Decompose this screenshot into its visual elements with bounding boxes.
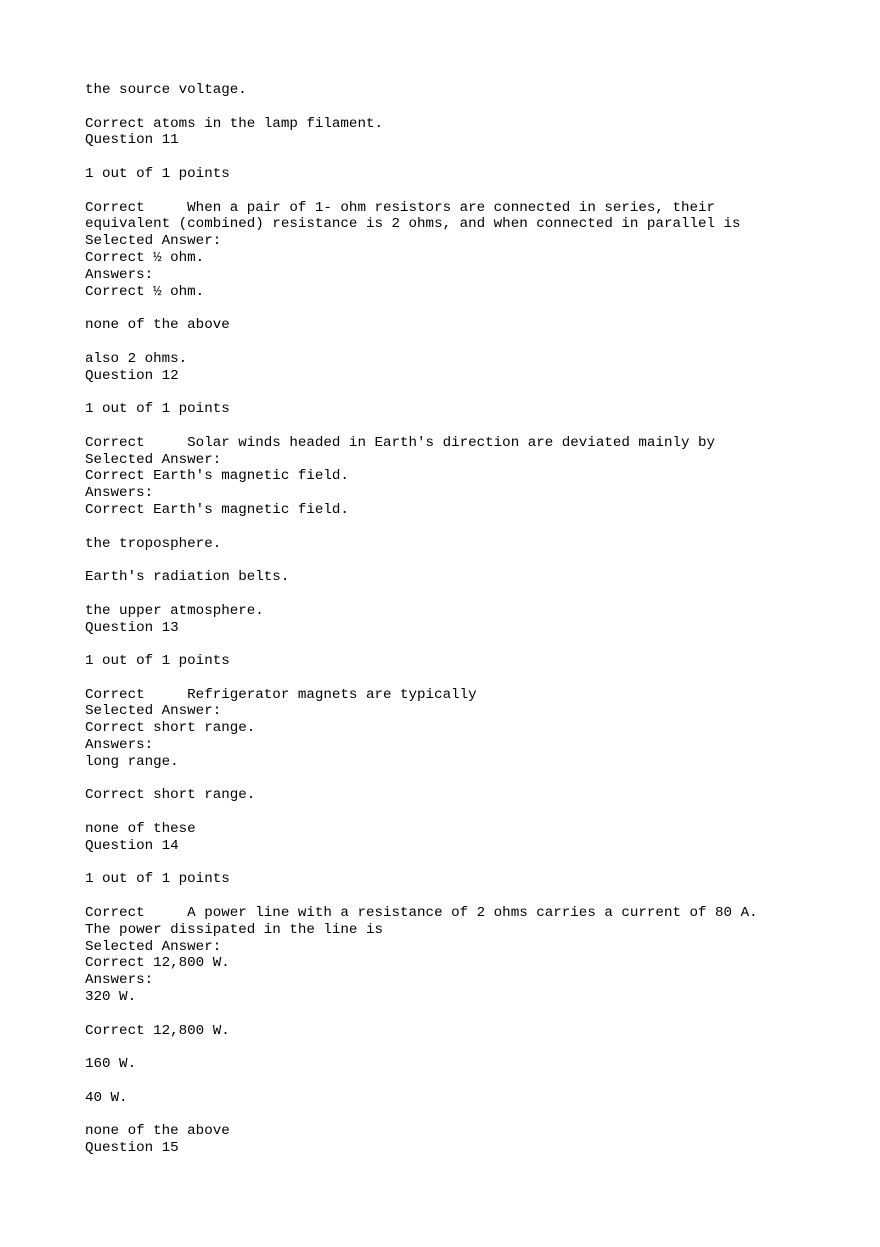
document-page (85, 82, 845, 1157)
spacer (85, 300, 845, 317)
selected-answer: Correct 12,800 W. (85, 955, 230, 972)
question-text: Correct A power line with a resistance of 2 ohms carries a current of 80 A. (85, 905, 758, 922)
question-text: Correct Refrigerator magnets are typically (85, 686, 477, 703)
spacer (85, 636, 845, 653)
selected-answer-label: Selected Answer: (85, 233, 222, 250)
answer-option-correct: Correct atoms in the lamp filament. (85, 115, 383, 132)
answer-option-correct: Correct short range. (85, 787, 256, 804)
answer-option: long range. (85, 753, 179, 770)
spacer (85, 183, 845, 200)
answer-option: the source voltage. (85, 82, 247, 98)
question-text: Correct When a pair of 1- ohm resistors are connected in series, their (85, 199, 716, 216)
spacer (85, 855, 845, 872)
question-text: equivalent (combined) resistance is 2 ohms, and when connected in parallel is (85, 216, 741, 233)
answer-option: none of the above (85, 1123, 230, 1140)
question-text: Correct Solar winds headed in Earth's direction are deviated mainly by (85, 434, 716, 451)
question-heading: Question 12 (85, 367, 179, 384)
answer-option: 320 W. (85, 989, 137, 1006)
answer-option: 160 W. (85, 1056, 137, 1073)
selected-answer: Correct short range. (85, 720, 256, 737)
question-heading: Question 14 (85, 837, 179, 854)
selected-answer-label: Selected Answer: (85, 938, 222, 955)
answer-option: none of the above (85, 317, 230, 334)
selected-answer-label: Selected Answer: (85, 703, 222, 720)
question-text: The power dissipated in the line is (85, 921, 383, 938)
spacer (85, 1073, 845, 1090)
spacer (85, 670, 845, 687)
spacer (85, 384, 845, 401)
selected-answer: Correct ½ ohm. (85, 249, 205, 266)
spacer (85, 586, 845, 603)
question-heading: Question 13 (85, 619, 179, 636)
spacer (85, 418, 845, 435)
answer-option-correct: Correct Earth's magnetic field. (85, 501, 349, 518)
question-heading: Question 15 (85, 1140, 179, 1157)
answers-label: Answers: (85, 266, 154, 283)
spacer (85, 804, 845, 821)
spacer (85, 1039, 845, 1056)
answer-option: also 2 ohms. (85, 350, 188, 367)
points-text: 1 out of 1 points (85, 871, 230, 888)
answer-option-correct: Correct ½ ohm. (85, 283, 205, 300)
spacer (85, 99, 845, 116)
answers-label: Answers: (85, 972, 154, 989)
spacer (85, 888, 845, 905)
spacer (85, 149, 845, 166)
answer-option: 40 W. (85, 1089, 128, 1106)
spacer (85, 771, 845, 788)
answer-option: none of these (85, 821, 196, 838)
answers-label: Answers: (85, 485, 154, 502)
question-heading: Question 11 (85, 132, 179, 149)
answer-option: the upper atmosphere. (85, 602, 264, 619)
points-text: 1 out of 1 points (85, 165, 230, 182)
spacer (85, 1107, 845, 1124)
spacer (85, 1006, 845, 1023)
points-text: 1 out of 1 points (85, 401, 230, 418)
spacer (85, 334, 845, 351)
selected-answer-label: Selected Answer: (85, 451, 222, 468)
spacer (85, 519, 845, 536)
answers-label: Answers: (85, 737, 154, 754)
answer-option: the troposphere. (85, 535, 222, 552)
points-text: 1 out of 1 points (85, 653, 230, 670)
selected-answer: Correct Earth's magnetic field. (85, 468, 349, 485)
answer-option: Earth's radiation belts. (85, 569, 290, 586)
answer-option-correct: Correct 12,800 W. (85, 1022, 230, 1039)
spacer (85, 552, 845, 569)
